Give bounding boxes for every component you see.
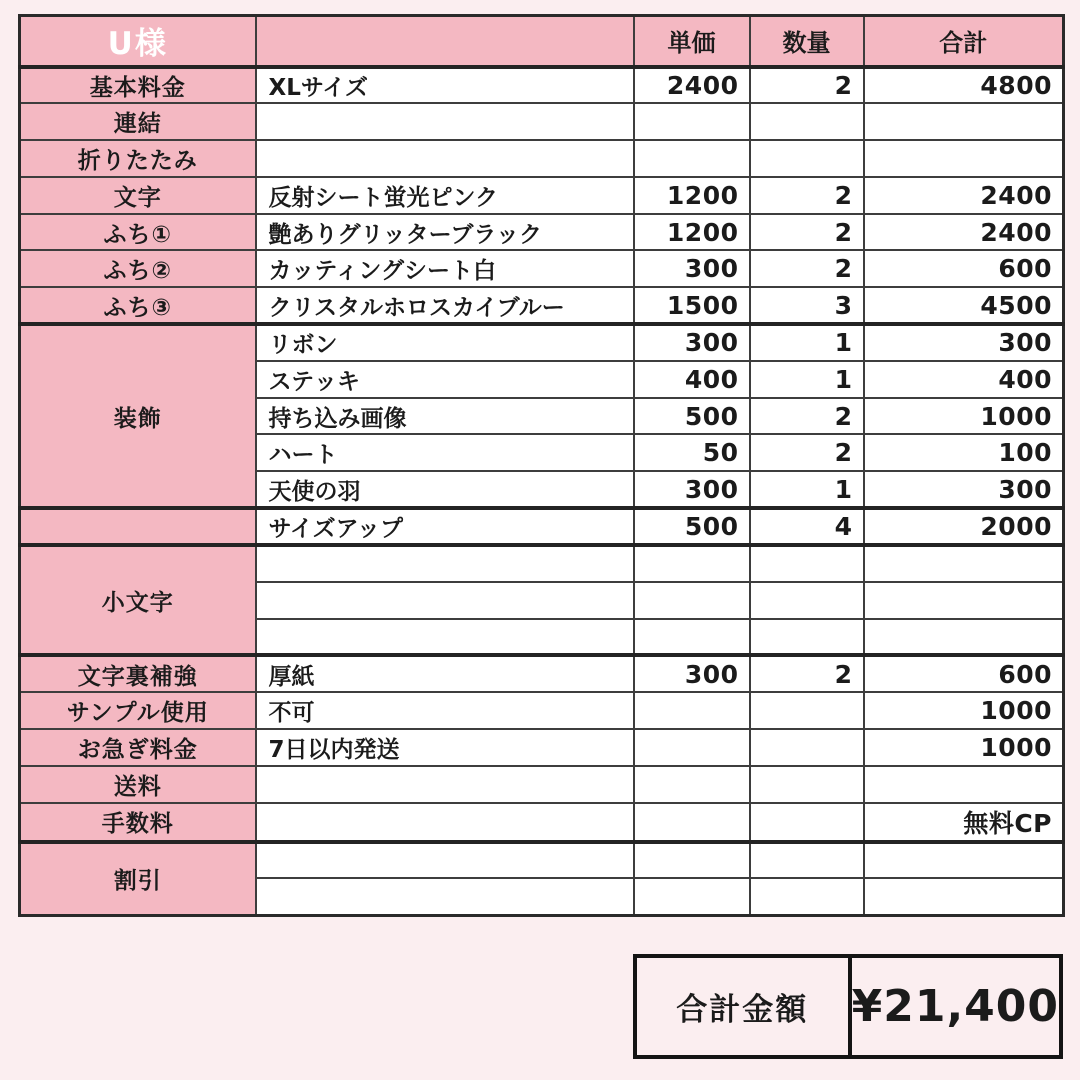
unit-cell — [634, 103, 750, 140]
row-label-cell: 装飾 — [20, 324, 256, 508]
unit-cell — [634, 545, 750, 582]
total-cell: 600 — [864, 250, 1064, 287]
table-row — [20, 508, 1064, 545]
row-label-cell: 文字 — [20, 177, 256, 214]
qty-cell — [750, 803, 864, 842]
price-table-header — [20, 16, 1064, 67]
row-label-cell: 連結 — [20, 103, 256, 140]
total-header: 合計 — [864, 16, 1064, 67]
table-row — [20, 103, 1064, 140]
price-table-body — [20, 67, 1064, 916]
row-label-cell: 送料 — [20, 766, 256, 803]
unit-cell: 300 — [634, 471, 750, 508]
qty-cell: 2 — [750, 398, 864, 435]
table-row — [20, 692, 1064, 729]
customer-name-header: U様 — [20, 16, 256, 67]
desc-cell: 持ち込み画像 — [256, 398, 634, 435]
desc-cell: 反射シート蛍光ピンク — [256, 177, 634, 214]
desc-cell — [256, 766, 634, 803]
table-row — [20, 545, 1064, 582]
unit-cell: 500 — [634, 508, 750, 545]
qty-cell: 2 — [750, 434, 864, 471]
total-cell: 1000 — [864, 729, 1064, 766]
total-cell: 1000 — [864, 398, 1064, 435]
qty-cell: 2 — [750, 250, 864, 287]
table-row — [20, 803, 1064, 842]
grand-total-amount: ¥21,400 — [851, 981, 1059, 1032]
total-cell — [864, 619, 1064, 656]
unit-cell — [634, 619, 750, 656]
total-cell: 600 — [864, 655, 1064, 692]
table-row — [20, 655, 1064, 692]
total-cell — [864, 582, 1064, 619]
unit-cell: 300 — [634, 250, 750, 287]
row-label-cell: ふち② — [20, 250, 256, 287]
row-label-cell — [20, 508, 256, 545]
qty-cell — [750, 103, 864, 140]
qty-cell: 2 — [750, 177, 864, 214]
unit-cell — [634, 729, 750, 766]
qty-cell: 2 — [750, 214, 864, 251]
total-cell: 2000 — [864, 508, 1064, 545]
total-cell: 400 — [864, 361, 1064, 398]
table-row — [20, 766, 1064, 803]
row-label-cell: ふち③ — [20, 287, 256, 324]
desc-cell: リボン — [256, 324, 634, 361]
table-row — [20, 287, 1064, 324]
unit-cell: 500 — [634, 398, 750, 435]
table-row — [20, 214, 1064, 251]
total-cell: 4500 — [864, 287, 1064, 324]
unit-cell: 50 — [634, 434, 750, 471]
table-row — [20, 729, 1064, 766]
qty-cell — [750, 766, 864, 803]
quantity-header: 数量 — [750, 16, 864, 67]
total-cell — [864, 842, 1064, 879]
unit-cell: 300 — [634, 324, 750, 361]
desc-cell — [256, 582, 634, 619]
desc-cell: 厚紙 — [256, 655, 634, 692]
total-cell — [864, 766, 1064, 803]
desc-cell: 不可 — [256, 692, 634, 729]
unit-cell: 300 — [634, 655, 750, 692]
total-cell: 1000 — [864, 692, 1064, 729]
desc-cell: クリスタルホロスカイブルー — [256, 287, 634, 324]
desc-cell: 7日以内発送 — [256, 729, 634, 766]
unit-cell — [634, 766, 750, 803]
table-row — [20, 250, 1064, 287]
grand-total-label: 合計金額 — [637, 958, 852, 1055]
qty-cell: 1 — [750, 324, 864, 361]
qty-cell: 1 — [750, 361, 864, 398]
total-cell: 無料CP — [864, 803, 1064, 842]
desc-cell: 天使の羽 — [256, 471, 634, 508]
unit-cell — [634, 692, 750, 729]
qty-cell — [750, 729, 864, 766]
unit-cell: 1200 — [634, 177, 750, 214]
row-label-cell: お急ぎ料金 — [20, 729, 256, 766]
row-label-cell: 文字裏補強 — [20, 655, 256, 692]
row-label-cell: 折りたたみ — [20, 140, 256, 177]
desc-cell: サイズアップ — [256, 508, 634, 545]
qty-cell: 1 — [750, 471, 864, 508]
total-cell — [864, 103, 1064, 140]
table-row — [20, 67, 1064, 104]
qty-cell: 2 — [750, 655, 864, 692]
desc-cell — [256, 140, 634, 177]
unit-price-header: 単価 — [634, 16, 750, 67]
desc-cell — [256, 803, 634, 842]
row-label-cell: サンプル使用 — [20, 692, 256, 729]
desc-cell — [256, 878, 634, 915]
qty-cell — [750, 842, 864, 879]
qty-cell: 4 — [750, 508, 864, 545]
row-label-cell: 割引 — [20, 842, 256, 916]
desc-cell: 艶ありグリッターブラック — [256, 214, 634, 251]
total-cell: 300 — [864, 324, 1064, 361]
desc-cell — [256, 545, 634, 582]
total-cell: 100 — [864, 434, 1064, 471]
total-cell: 2400 — [864, 214, 1064, 251]
table-row — [20, 842, 1064, 879]
table-row — [20, 177, 1064, 214]
desc-cell — [256, 842, 634, 879]
total-cell: 2400 — [864, 177, 1064, 214]
desc-cell: ステッキ — [256, 361, 634, 398]
unit-cell — [634, 803, 750, 842]
unit-cell — [634, 842, 750, 879]
table-row — [20, 140, 1064, 177]
qty-cell: 2 — [750, 67, 864, 104]
unit-cell: 1200 — [634, 214, 750, 251]
qty-cell — [750, 619, 864, 656]
row-label-cell: ふち① — [20, 214, 256, 251]
table-row — [20, 324, 1064, 361]
qty-cell — [750, 582, 864, 619]
row-label-cell: 手数料 — [20, 803, 256, 842]
qty-cell — [750, 692, 864, 729]
grand-total-box — [633, 954, 1063, 1059]
desc-cell: ハート — [256, 434, 634, 471]
total-cell — [864, 545, 1064, 582]
unit-cell: 400 — [634, 361, 750, 398]
row-label-cell: 基本料金 — [20, 67, 256, 104]
description-header — [256, 16, 634, 67]
unit-cell — [634, 140, 750, 177]
total-cell — [864, 140, 1064, 177]
total-cell: 300 — [864, 471, 1064, 508]
qty-cell — [750, 878, 864, 915]
price-table — [18, 14, 1065, 917]
unit-cell: 2400 — [634, 67, 750, 104]
qty-cell — [750, 545, 864, 582]
header-row — [20, 16, 1064, 67]
unit-cell: 1500 — [634, 287, 750, 324]
row-label-cell: 小文字 — [20, 545, 256, 655]
total-cell — [864, 878, 1064, 915]
unit-cell — [634, 878, 750, 915]
total-cell: 4800 — [864, 67, 1064, 104]
unit-cell — [634, 582, 750, 619]
desc-cell — [256, 103, 634, 140]
desc-cell: XLサイズ — [256, 67, 634, 104]
qty-cell: 3 — [750, 287, 864, 324]
desc-cell — [256, 619, 634, 656]
qty-cell — [750, 140, 864, 177]
desc-cell: カッティングシート白 — [256, 250, 634, 287]
